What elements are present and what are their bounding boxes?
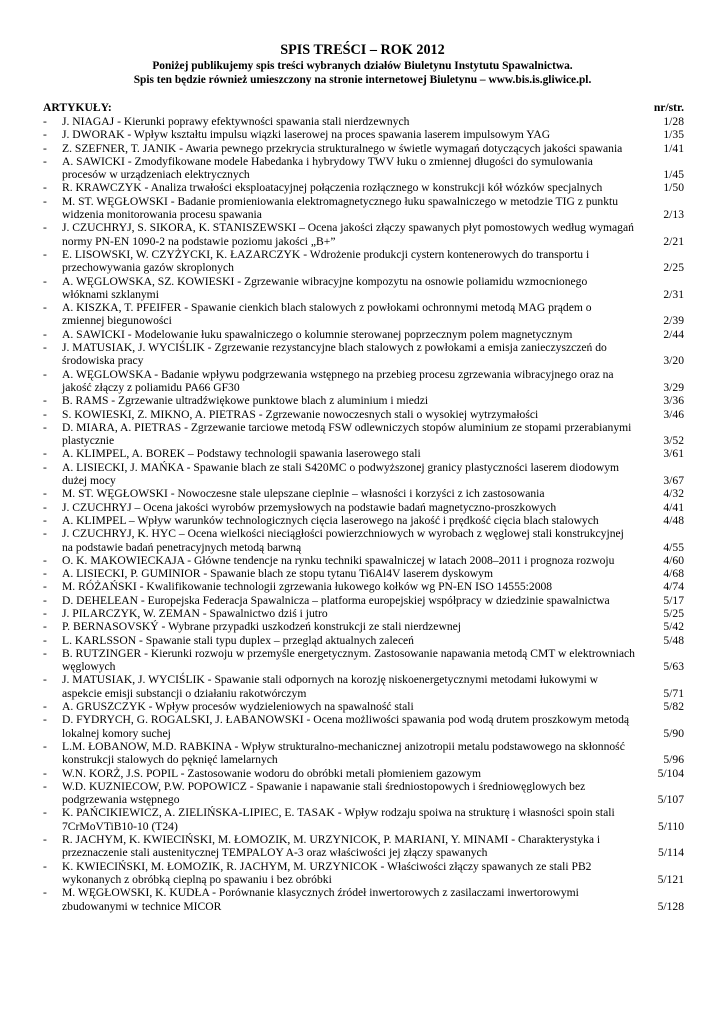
list-bullet: - bbox=[43, 500, 47, 514]
article-title: W.N. KORŻ, J.S. POPIL - Zastosowanie wodoru do obróbki metali płomieniem gazowym bbox=[62, 766, 482, 780]
issue-page-number: 5/107 bbox=[657, 793, 684, 807]
article-title: Z. SZEFNER, T. JANIK - Awaria pewnego przekrycia strukturalnego w świetle wymagań dotyczących jakości spawania bbox=[62, 141, 623, 155]
article-entry bbox=[43, 780, 684, 807]
number-column-label: nr/str. bbox=[653, 101, 684, 114]
list-bullet: - bbox=[43, 181, 47, 195]
article-entry bbox=[43, 461, 684, 488]
issue-page-number: 2/13 bbox=[663, 208, 684, 222]
article-entry bbox=[43, 634, 684, 647]
list-bullet: - bbox=[43, 301, 47, 315]
article-title: J. DWORAK - Wpływ kształtu impulsu wiązki laserowej na proces spawania laserem impulsowym YAG bbox=[62, 128, 551, 142]
list-bullet: - bbox=[43, 779, 47, 793]
article-entry bbox=[43, 128, 684, 141]
article-title: D. MIARA, A. PIETRAS - Zgrzewanie tarciowe metodą FSW odlewniczych stopów aluminium ze stopami przerabianymi plastycznie bbox=[62, 420, 632, 448]
article-title: M. ST. WĘGŁOWSKI - Badanie promieniowania elektromagnetycznego łuku spawalniczego w metodzie TIG z punktu widzenia monitorowania procesu spawania bbox=[62, 194, 619, 222]
article-title: A. LISIECKI, P. GUMINIOR - Spawanie blach ze stopu tytanu Ti6Al4V laserem dyskowym bbox=[62, 567, 493, 581]
issue-page-number: 4/60 bbox=[663, 553, 684, 567]
article-entry bbox=[43, 886, 684, 913]
article-entry bbox=[43, 767, 684, 780]
issue-page-number: 3/52 bbox=[663, 434, 684, 448]
list-bullet: - bbox=[43, 327, 47, 341]
article-title: E. LISOWSKI, W. CZYŻYCKI, K. ŁAZARCZYK - Wdrożenie produkcji cystern kontenerowych do transportu i przechowywania gazów skroplonych bbox=[62, 247, 590, 275]
article-entry bbox=[43, 368, 684, 395]
document-subtitle-website: Spis ten będzie również umieszczony na stronie internetowej Biuletynu – www.bis.is.gliwice.pl. bbox=[133, 74, 592, 86]
list-bullet: - bbox=[43, 567, 47, 581]
article-entry bbox=[43, 806, 684, 833]
issue-page-number: 2/44 bbox=[663, 327, 684, 341]
list-bullet: - bbox=[43, 341, 47, 355]
article-entry bbox=[43, 181, 684, 194]
article-title: L.M. ŁOBANOW, M.D. RABKINA - Wpływ strukturalno-mechanicznej anizotropii metalu podstawowego na skłonność konstrukcji stalowych do pęknięć lamelarnych bbox=[62, 739, 625, 767]
article-title: L. KARLSSON - Spawanie stali typu duplex – przegląd aktualnych zaleceń bbox=[62, 633, 414, 647]
issue-page-number: 1/28 bbox=[663, 115, 684, 128]
article-title: J. MATUSIAK, J. WYCIŚLIK - Zgrzewanie rezystancyjne blach stalowych z powłokami a emisja zanieczyszczeń do środowiska pracy bbox=[62, 341, 607, 368]
list-bullet: - bbox=[43, 221, 47, 235]
article-entry bbox=[43, 221, 684, 248]
article-title: A. KLIMPEL, A. BOREK – Podstawy technologii spawania laserowego stali bbox=[62, 447, 421, 461]
article-entry bbox=[43, 248, 684, 275]
issue-page-number: 1/41 bbox=[663, 141, 684, 155]
issue-page-number: 4/32 bbox=[663, 487, 684, 501]
issue-page-number: 2/21 bbox=[663, 234, 684, 248]
article-entry bbox=[43, 275, 684, 302]
list-bullet: - bbox=[43, 527, 47, 541]
article-entry bbox=[43, 142, 684, 155]
list-bullet: - bbox=[43, 247, 47, 261]
issue-page-number: 5/71 bbox=[663, 686, 684, 700]
article-entry bbox=[43, 740, 684, 767]
article-entry bbox=[43, 341, 684, 368]
list-bullet: - bbox=[43, 513, 47, 527]
article-title: D. FYDRYCH, G. ROGALSKI, J. ŁABANOWSKI - Ocena możliwości spawania pod wodą drutem proszkowym metodą lokalnej komory suchej bbox=[62, 713, 630, 740]
list-bullet: - bbox=[43, 407, 47, 421]
list-bullet: - bbox=[43, 806, 47, 820]
issue-page-number: 3/46 bbox=[663, 407, 684, 421]
list-bullet: - bbox=[43, 394, 47, 408]
issue-page-number: 3/20 bbox=[663, 354, 684, 368]
article-entry bbox=[43, 673, 684, 700]
issue-page-number: 5/121 bbox=[657, 872, 684, 886]
article-entry bbox=[43, 195, 684, 222]
article-title: A. KISZKA, T. PFEIFER - Spawanie cienkich blach stalowych z powłokami ochronnymi metodą MAG prądem o zmiennej biegunowości bbox=[62, 301, 592, 328]
article-title: J. CZUCHRYJ – Ocena jakości wyrobów przemysłowych na podstawie badań magnetyczno-proszkowych bbox=[62, 500, 557, 514]
list-bullet: - bbox=[43, 154, 47, 168]
article-title: J. PILARCZYK, W. ZEMAN - Spawalnictwo dziś i jutro bbox=[62, 606, 328, 620]
issue-page-number: 3/36 bbox=[663, 394, 684, 408]
article-title: M. ST. WĘGŁOWSKI - Nowoczesne stale ulepszane cieplnie – własności i korzyści z ich zastosowania bbox=[62, 487, 545, 501]
article-entry bbox=[43, 115, 684, 128]
article-entry bbox=[43, 607, 684, 620]
article-title: M. RÓŻAŃSKI - Kwalifikowanie technologii zgrzewania łukowego kołków wg PN-EN ISO 14555:2008 bbox=[62, 580, 553, 594]
article-title: R. JACHYM, K. KWIECIŃSKI, M. ŁOMOZIK, M. URZYNICOK, P. MARIANI, Y. MINAMI - Charakterystyka i przeznaczenie stali austenitycznej TEMPALOY A-3 oraz właściwości jej złączy spawanych bbox=[62, 833, 601, 860]
article-title: A. WĘGLOWSKA - Badanie wpływu podgrzewania wstępnego na przebieg procesu zgrzewania wibracyjnego oraz na jakość złączy z poliamidu PA66 GF30 bbox=[62, 367, 614, 394]
article-title: J. MATUSIAK, J. WYCIŚLIK - Spawanie stali odpornych na korozję niskoenergetycznymi metodami łukowymi w aspekcie emisji substancji o działaniu rakotwórczym bbox=[62, 673, 599, 700]
list-bullet: - bbox=[43, 128, 47, 142]
list-bullet: - bbox=[43, 673, 47, 687]
article-title: A. GRUSZCZYK - Wpływ procesów wydzieleniowych na spawalność stali bbox=[62, 700, 414, 714]
issue-page-number: 5/114 bbox=[658, 846, 684, 860]
list-bullet: - bbox=[43, 700, 47, 714]
article-entry bbox=[43, 620, 684, 633]
list-bullet: - bbox=[43, 420, 47, 434]
article-title: W.D. KUZNIECOW, P.W. POPOWICZ - Spawanie i napawanie stali średniostopowych i średniowęglowych bez podgrzewania wstępnego bbox=[62, 779, 586, 807]
issue-page-number: 2/31 bbox=[663, 287, 684, 301]
issue-page-number: 3/67 bbox=[663, 474, 684, 488]
list-bullet: - bbox=[43, 580, 47, 594]
list-bullet: - bbox=[43, 141, 47, 155]
list-bullet: - bbox=[43, 593, 47, 607]
article-title: A. KLIMPEL – Wpływ warunków technologicznych cięcia laserowego na jakość i prędkość cięcia blach stalowych bbox=[62, 513, 599, 527]
article-entry bbox=[43, 700, 684, 713]
issue-page-number: 3/61 bbox=[663, 447, 684, 461]
issue-page-number: 4/55 bbox=[663, 540, 684, 554]
list-bullet: - bbox=[43, 833, 47, 847]
list-bullet: - bbox=[43, 766, 47, 780]
list-bullet: - bbox=[43, 115, 47, 128]
article-entry bbox=[43, 647, 684, 674]
list-bullet: - bbox=[43, 646, 47, 660]
issue-page-number: 5/82 bbox=[663, 700, 684, 714]
article-title: B. RAMS - Zgrzewanie ultradźwiękowe punktowe blach z aluminium i miedzi bbox=[62, 394, 429, 408]
issue-page-number: 5/17 bbox=[663, 593, 684, 607]
issue-page-number: 1/35 bbox=[663, 128, 684, 142]
article-entry bbox=[43, 833, 684, 860]
issue-page-number: 5/48 bbox=[663, 633, 684, 647]
document-title: SPIS TREŚCI – ROK 2012 bbox=[280, 42, 445, 58]
issue-page-number: 5/110 bbox=[658, 819, 684, 833]
list-bullet: - bbox=[43, 713, 47, 727]
list-bullet: - bbox=[43, 739, 47, 753]
issue-page-number: 2/25 bbox=[663, 261, 684, 275]
list-bullet: - bbox=[43, 487, 47, 501]
list-bullet: - bbox=[43, 606, 47, 620]
issue-page-number: 5/25 bbox=[663, 606, 684, 620]
issue-page-number: 4/74 bbox=[663, 580, 684, 594]
article-entry bbox=[43, 580, 684, 593]
article-entry bbox=[43, 328, 684, 341]
article-title: D. DEHELEAN - Europejska Federacja Spawalnicza – platforma europejskiej współpracy w dziedzinie spawalnictwa bbox=[62, 593, 610, 607]
list-bullet: - bbox=[43, 367, 47, 381]
list-bullet: - bbox=[43, 633, 47, 647]
list-bullet: - bbox=[43, 194, 47, 208]
issue-page-number: 5/128 bbox=[657, 899, 684, 913]
list-bullet: - bbox=[43, 859, 47, 873]
article-title: S. KOWIESKI, Z. MIKNO, A. PIETRAS - Zgrzewanie nowoczesnych stali o wysokiej wytrzymałości bbox=[62, 407, 539, 421]
article-entry bbox=[43, 301, 684, 328]
issue-page-number: 4/48 bbox=[663, 513, 684, 527]
article-title: J. CZUCHRYJ, K. HYC – Ocena wielkości nieciągłości powierzchniowych w wyrobach z węglowej stali konstrukcyjnej na podstawie badań penetracyjnych metodą barwną bbox=[62, 527, 624, 554]
article-title: B. RUTZINGER - Kierunki rozwoju w przemyśle energetycznym. Zastosowanie napawania metodą CMT w elektrowniach węglowych bbox=[62, 646, 635, 674]
issue-page-number: 1/50 bbox=[663, 181, 684, 195]
list-bullet: - bbox=[43, 447, 47, 461]
list-bullet: - bbox=[43, 460, 47, 474]
article-entry bbox=[43, 713, 684, 740]
article-title: O. K. MAKOWIECKAJA - Główne tendencje na rynku techniki spawalniczej w latach 2008–2011 i prognoza rozwoju bbox=[62, 553, 615, 567]
article-entry bbox=[43, 860, 684, 887]
article-entry bbox=[43, 567, 684, 580]
article-title: J. NIAGAJ - Kierunki poprawy efektywności spawania stali nierdzewnych bbox=[62, 115, 410, 128]
article-entry bbox=[43, 447, 684, 460]
issue-page-number: 5/90 bbox=[663, 726, 684, 740]
issue-page-number: 4/68 bbox=[663, 567, 684, 581]
article-entry bbox=[43, 155, 684, 182]
article-title: A. LISIECKI, J. MAŃKA - Spawanie blach ze stali S420MC o podwyższonej granicy plastyczności laserem diodowym dużej mocy bbox=[62, 460, 620, 488]
article-entry bbox=[43, 421, 684, 448]
article-entry bbox=[43, 408, 684, 421]
document-subtitle: Poniżej publikujemy spis treści wybranych działów Biuletynu Instytutu Spawalnictwa. bbox=[152, 60, 573, 72]
article-title: P. BERNASOVSKÝ - Wybrane przypadki uszkodzeń konstrukcji ze stali nierdzewnej bbox=[62, 620, 461, 634]
article-title: K. PAŃCIKIEWICZ, A. ZIELIŃSKA-LIPIEC, E. TASAK - Wpływ rodzaju spoiwa na strukturę i własności spoin stali 7CrMoVTiB10-10 (T24) bbox=[62, 806, 615, 833]
issue-page-number: 2/39 bbox=[663, 314, 684, 328]
article-title: A. SAWICKI - Modelowanie łuku spawalniczego o kolumnie sterowanej poprzecznym polem magnetycznym bbox=[62, 327, 573, 341]
article-title: R. KRAWCZYK - Analiza trwałości eksploatacyjnej połączenia rozłącznego w konstrukcji kół wózków specjalnych bbox=[62, 181, 603, 195]
article-title: A. WĘGLOWSKA, SZ. KOWIESKI - Zgrzewanie wibracyjne kompozytu na osnowie poliamidu wzmocnionego włóknami szklanymi bbox=[62, 274, 588, 301]
article-entry bbox=[43, 594, 684, 607]
article-entry bbox=[43, 394, 684, 407]
list-bullet: - bbox=[43, 553, 47, 567]
section-label: ARTYKUŁY: bbox=[43, 101, 112, 114]
article-title: M. WĘGŁOWSKI, K. KUDŁA - Porównanie klasycznych źródeł inwertorowych z zasilaczami inwertorowymi zbudowanymi w technice MICOR bbox=[62, 886, 579, 913]
article-entry bbox=[43, 501, 684, 514]
article-entry bbox=[43, 514, 684, 527]
article-title: J. CZUCHRYJ, S. SIKORA, K. STANISZEWSKI – Ocena jakości złączy spawanych płyt pomostowych według wymagań normy PN-EN 1090-2 na podstawie poziomu jakości „B+” bbox=[62, 221, 634, 248]
article-entry bbox=[43, 554, 684, 567]
list-bullet: - bbox=[43, 886, 47, 900]
issue-page-number: 5/63 bbox=[663, 660, 684, 674]
issue-page-number: 5/42 bbox=[663, 620, 684, 634]
issue-page-number: 5/104 bbox=[657, 766, 684, 780]
article-title: K. KWIECIŃSKI, M. ŁOMOZIK, R. JACHYM, M. URZYNICOK - Właściwości złączy spawanych ze stali PB2 wykonanych z obróbką cieplną po spawaniu i bez obróbki bbox=[62, 859, 592, 886]
issue-page-number: 3/29 bbox=[663, 380, 684, 394]
article-list bbox=[43, 115, 684, 913]
issue-page-number: 1/45 bbox=[663, 168, 684, 182]
article-entry bbox=[43, 527, 684, 554]
issue-page-number: 4/41 bbox=[663, 500, 684, 514]
issue-page-number: 5/96 bbox=[663, 753, 684, 767]
article-title: A. SAWICKI - Zmodyfikowane modele Habedanka i hybrydowy TWV łuku o zmiennej długości do symulowania procesów w urządzeniach elektrycznych bbox=[62, 154, 593, 182]
list-bullet: - bbox=[43, 274, 47, 288]
list-bullet: - bbox=[43, 620, 47, 634]
article-entry bbox=[43, 487, 684, 500]
